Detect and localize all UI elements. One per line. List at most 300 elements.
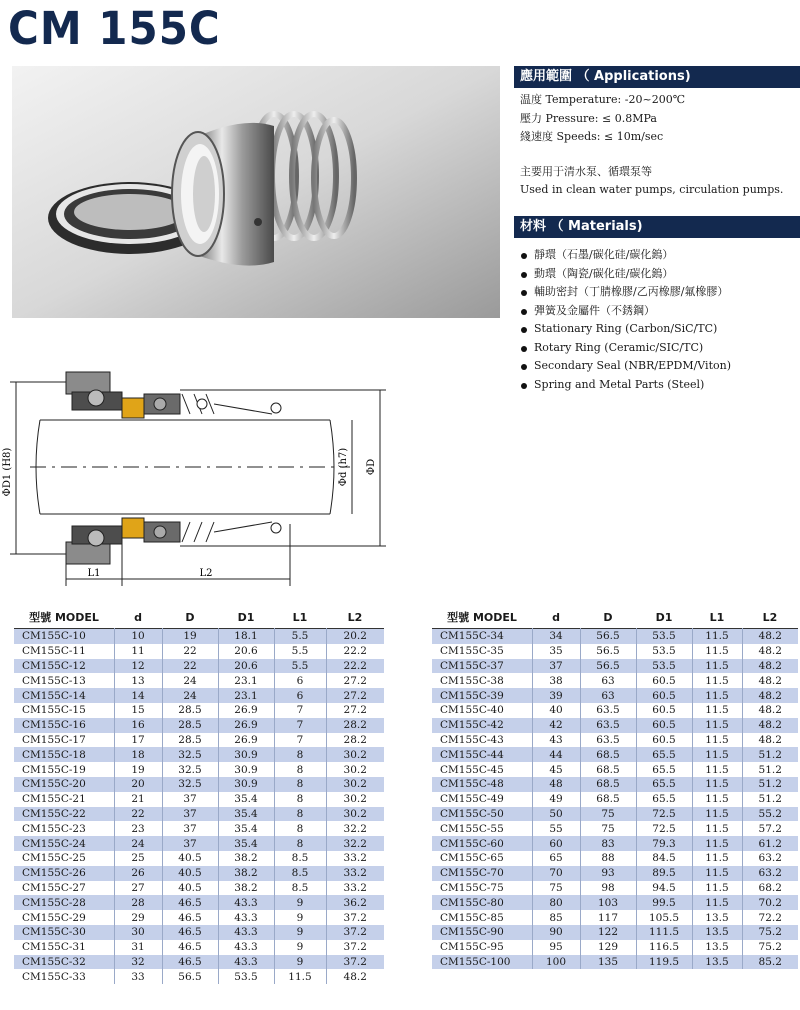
- table-cell: 40.5: [162, 866, 218, 881]
- table-cell: 48.2: [742, 703, 798, 718]
- table-cell: 26.9: [218, 703, 274, 718]
- table-cell: 32.5: [162, 762, 218, 777]
- table-row: [14, 940, 384, 955]
- table-cell: 56.5: [162, 969, 218, 984]
- table-cell: 8: [274, 821, 326, 836]
- table-cell: 11.5: [692, 673, 742, 688]
- table-row: [14, 821, 384, 836]
- material-item: Rotary Ring (Ceramic/SIC/TC): [514, 339, 800, 358]
- table-cell: 53.5: [636, 659, 692, 674]
- table-cell: 11.5: [692, 733, 742, 748]
- table-cell: 75.2: [742, 940, 798, 955]
- table-cell: 33: [114, 969, 162, 984]
- model-table-right: [432, 606, 798, 969]
- table-row: [14, 895, 384, 910]
- model-table-left: [14, 606, 384, 984]
- table-cell: 26.9: [218, 718, 274, 733]
- table-cell: 9: [274, 940, 326, 955]
- table-cell: 11.5: [692, 836, 742, 851]
- table-cell: 60.5: [636, 673, 692, 688]
- table-cell: CM155C-70: [440, 867, 504, 880]
- table-row: [432, 629, 798, 644]
- table-cell: CM155C-90: [440, 926, 504, 939]
- table-row: [432, 762, 798, 777]
- table-cell: 24: [114, 836, 162, 851]
- table-cell: CM155C-26: [22, 867, 86, 880]
- material-item: 輔助密封（丁腈橡膠/乙丙橡膠/氟橡膠）: [514, 283, 800, 302]
- table-cell: 9: [274, 895, 326, 910]
- table-cell: CM155C-34: [440, 630, 504, 643]
- table-cell: 46.5: [162, 955, 218, 970]
- table-cell: 11.5: [692, 703, 742, 718]
- table-row: [14, 762, 384, 777]
- material-item: Secondary Seal (NBR/EPDM/Viton): [514, 357, 800, 376]
- table-cell: 88: [580, 851, 636, 866]
- table-row: [432, 659, 798, 674]
- table-cell: 28: [114, 895, 162, 910]
- table-cell: 8: [274, 777, 326, 792]
- table-cell: 48.2: [742, 688, 798, 703]
- table-cell: 9: [274, 955, 326, 970]
- table-cell: 37.2: [326, 925, 384, 940]
- table-cell: 111.5: [636, 925, 692, 940]
- table-cell: CM155C-75: [440, 881, 504, 894]
- table-cell: 37.2: [326, 910, 384, 925]
- col-l2: L2: [347, 610, 363, 624]
- table-cell: 22: [162, 659, 218, 674]
- table-row: [14, 629, 384, 644]
- table-cell: 8.5: [274, 866, 326, 881]
- table-cell: 35: [532, 644, 580, 659]
- table-cell: 11.5: [692, 895, 742, 910]
- table-cell: 56.5: [580, 629, 636, 644]
- table-cell: 85.2: [742, 955, 798, 970]
- table-row: [14, 836, 384, 851]
- table-cell: 49: [532, 792, 580, 807]
- table-cell: CM155C-55: [440, 822, 504, 835]
- table-cell: 60.5: [636, 718, 692, 733]
- table-cell: 40.5: [162, 851, 218, 866]
- table-cell: 7: [274, 733, 326, 748]
- table-cell: 94.5: [636, 881, 692, 896]
- applications-header: 應用範圍 （ Applications): [514, 66, 800, 88]
- table-cell: 37.2: [326, 940, 384, 955]
- applications-section: [514, 66, 800, 200]
- seal-section-top: [66, 372, 281, 418]
- table-cell: CM155C-44: [440, 748, 504, 761]
- table-cell: CM155C-40: [440, 704, 504, 717]
- table-cell: 63.5: [580, 718, 636, 733]
- table-cell: 37: [162, 807, 218, 822]
- table-cell: 30.2: [326, 777, 384, 792]
- table-cell: 55.2: [742, 807, 798, 822]
- col-model: 型號 MODEL: [29, 611, 99, 624]
- table-cell: 100: [532, 955, 580, 970]
- table-cell: 28.5: [162, 733, 218, 748]
- technical-drawing: [0, 364, 400, 604]
- table-cell: 46.5: [162, 910, 218, 925]
- table-cell: CM155C-48: [440, 778, 504, 791]
- table-cell: 37.2: [326, 955, 384, 970]
- table-cell: 5.5: [274, 629, 326, 644]
- table-cell: 27.2: [326, 673, 384, 688]
- table-cell: 28.2: [326, 733, 384, 748]
- table-cell: CM155C-27: [22, 881, 86, 894]
- table-cell: 63: [580, 673, 636, 688]
- table-cell: 8: [274, 747, 326, 762]
- table-cell: 6: [274, 673, 326, 688]
- table-cell: CM155C-14: [22, 689, 86, 702]
- table-cell: 42: [532, 718, 580, 733]
- table-cell: 34: [532, 629, 580, 644]
- table-cell: CM155C-31: [22, 941, 86, 954]
- table-cell: 48.2: [742, 629, 798, 644]
- table-cell: CM155C-95: [440, 941, 504, 954]
- table-cell: 22: [162, 644, 218, 659]
- table-row: [432, 718, 798, 733]
- table-cell: 116.5: [636, 940, 692, 955]
- table-row: [14, 733, 384, 748]
- col-d: d: [134, 610, 142, 624]
- table-row: [14, 851, 384, 866]
- table-cell: 43.3: [218, 910, 274, 925]
- table-cell: 72.2: [742, 910, 798, 925]
- table-cell: 32.2: [326, 821, 384, 836]
- table-cell: 60: [532, 836, 580, 851]
- material-item: 靜環（石墨/碳化硅/碳化鎢）: [514, 246, 800, 265]
- table-cell: 48.2: [742, 673, 798, 688]
- table-cell: 18: [114, 747, 162, 762]
- speed-line: 綫速度 Speeds: ≤ 10m/sec: [520, 130, 664, 143]
- table-row: [432, 940, 798, 955]
- page-title: CM 155C: [8, 2, 221, 55]
- table-row: [14, 792, 384, 807]
- table-cell: 38: [532, 673, 580, 688]
- table-cell: 8.5: [274, 851, 326, 866]
- table-cell: 19: [162, 629, 218, 644]
- table-cell: 20.2: [326, 629, 384, 644]
- table-cell: 30.9: [218, 777, 274, 792]
- material-item: 彈簧及金屬件（不銹鋼）: [514, 302, 800, 321]
- table-row: [432, 821, 798, 836]
- table-cell: CM155C-60: [440, 837, 504, 850]
- table-cell: 8: [274, 836, 326, 851]
- table-cell: 33.2: [326, 866, 384, 881]
- table-cell: 80: [532, 895, 580, 910]
- table-cell: 22: [114, 807, 162, 822]
- table-cell: 75: [580, 807, 636, 822]
- table-row: [432, 955, 798, 970]
- table-cell: CM155C-80: [440, 896, 504, 909]
- pressure-line: 壓力 Pressure: ≤ 0.8MPa: [520, 111, 657, 125]
- table-cell: 5.5: [274, 659, 326, 674]
- table-cell: 14: [114, 688, 162, 703]
- table-cell: 68.5: [580, 762, 636, 777]
- table-cell: 28.2: [326, 718, 384, 733]
- table-cell: CM155C-12: [22, 659, 86, 672]
- table-cell: 30.9: [218, 747, 274, 762]
- table-cell: 43.3: [218, 925, 274, 940]
- table-cell: 11.5: [692, 792, 742, 807]
- table-row: [432, 673, 798, 688]
- col-l1: L1: [709, 610, 725, 624]
- table-cell: 68.5: [580, 792, 636, 807]
- table-cell: 95: [532, 940, 580, 955]
- table-cell: 15: [114, 703, 162, 718]
- table-cell: 122: [580, 925, 636, 940]
- table-cell: 68.5: [580, 747, 636, 762]
- table-cell: 90: [532, 925, 580, 940]
- table-cell: 22.2: [326, 644, 384, 659]
- table-cell: 117: [580, 910, 636, 925]
- table-cell: 51.2: [742, 792, 798, 807]
- table-cell: 18.1: [218, 629, 274, 644]
- table-row: [14, 688, 384, 703]
- label-l1: L1: [87, 568, 101, 579]
- table-cell: 46.5: [162, 925, 218, 940]
- table-cell: 60.5: [636, 733, 692, 748]
- table-cell: CM155C-17: [22, 733, 86, 746]
- table-cell: CM155C-29: [22, 911, 86, 924]
- table-cell: 6: [274, 688, 326, 703]
- col-d1: D1: [655, 610, 673, 624]
- table-cell: 25: [114, 851, 162, 866]
- table-cell: 65: [532, 851, 580, 866]
- table-cell: 11.5: [692, 718, 742, 733]
- table-row: [432, 747, 798, 762]
- table-cell: 32.5: [162, 747, 218, 762]
- material-item: Spring and Metal Parts (Steel): [514, 376, 800, 395]
- table-cell: 68.2: [742, 881, 798, 896]
- table-cell: 105.5: [636, 910, 692, 925]
- table-cell: 63.5: [580, 703, 636, 718]
- col-d1: D1: [237, 610, 255, 624]
- usage-en: Used in clean water pumps, circulation pumps.: [520, 183, 784, 196]
- table-cell: 11: [114, 644, 162, 659]
- table-cell: 30.2: [326, 747, 384, 762]
- table-cell: 65.5: [636, 762, 692, 777]
- table-cell: 48.2: [326, 969, 384, 984]
- table-cell: 51.2: [742, 747, 798, 762]
- table-cell: 43: [532, 733, 580, 748]
- table-cell: 37: [162, 792, 218, 807]
- table-cell: 44: [532, 747, 580, 762]
- table-cell: 68.5: [580, 777, 636, 792]
- usage-cn: 主要用于清水泵、循環泵等: [520, 164, 652, 178]
- table-cell: 35.4: [218, 792, 274, 807]
- table-row: [432, 895, 798, 910]
- table-row: [14, 955, 384, 970]
- table-cell: CM155C-65: [440, 852, 504, 865]
- table-cell: 37: [162, 821, 218, 836]
- table-cell: 24: [162, 688, 218, 703]
- table-cell: 53.5: [218, 969, 274, 984]
- table-row: [432, 851, 798, 866]
- table-cell: 16: [114, 718, 162, 733]
- table-row: [432, 910, 798, 925]
- table-row: [432, 866, 798, 881]
- table-cell: CM155C-49: [440, 793, 504, 806]
- material-item: 動環（陶瓷/碳化硅/碳化鎢）: [514, 265, 800, 284]
- table-cell: 7: [274, 703, 326, 718]
- table-cell: 75.2: [742, 925, 798, 940]
- table-cell: 57.2: [742, 821, 798, 836]
- table-row: [14, 910, 384, 925]
- table-row: [14, 969, 384, 984]
- table-cell: 11.5: [692, 807, 742, 822]
- table-cell: CM155C-32: [22, 955, 86, 968]
- table-cell: 24: [162, 673, 218, 688]
- table-cell: 28.5: [162, 718, 218, 733]
- table-cell: 11.5: [692, 688, 742, 703]
- table-cell: 30: [114, 925, 162, 940]
- table-cell: 46.5: [162, 895, 218, 910]
- table-row: [432, 777, 798, 792]
- table-cell: 36.2: [326, 895, 384, 910]
- table-cell: 75: [532, 881, 580, 896]
- table-cell: CM155C-35: [440, 645, 504, 658]
- col-l2: L2: [762, 610, 778, 624]
- table-cell: 35.4: [218, 821, 274, 836]
- col-l1: L1: [292, 610, 308, 624]
- table-row: [14, 925, 384, 940]
- table-cell: 13.5: [692, 940, 742, 955]
- table-cell: 84.5: [636, 851, 692, 866]
- table-cell: CM155C-100: [440, 955, 511, 968]
- table-cell: CM155C-42: [440, 719, 504, 732]
- table-cell: 13.5: [692, 925, 742, 940]
- table-cell: 11.5: [692, 777, 742, 792]
- table-cell: 32: [114, 955, 162, 970]
- table-cell: 43.3: [218, 940, 274, 955]
- table-row: [14, 703, 384, 718]
- table-cell: 46.5: [162, 940, 218, 955]
- table-cell: 135: [580, 955, 636, 970]
- table-cell: 79.3: [636, 836, 692, 851]
- table-row: [14, 673, 384, 688]
- table-cell: 65.5: [636, 777, 692, 792]
- table-cell: 50: [532, 807, 580, 822]
- table-cell: 8: [274, 762, 326, 777]
- table-cell: CM155C-10: [22, 630, 86, 643]
- product-photo: [12, 66, 500, 318]
- table-cell: 11.5: [692, 762, 742, 777]
- material-item: Stationary Ring (Carbon/SiC/TC): [514, 320, 800, 339]
- table-cell: CM155C-11: [22, 645, 86, 658]
- table-cell: 72.5: [636, 821, 692, 836]
- table-cell: 9: [274, 925, 326, 940]
- table-cell: 30.2: [326, 762, 384, 777]
- table-cell: 89.5: [636, 866, 692, 881]
- table-cell: CM155C-33: [22, 970, 86, 983]
- table-cell: 37: [532, 659, 580, 674]
- table-cell: 99.5: [636, 895, 692, 910]
- col-d: d: [552, 610, 560, 624]
- table-cell: 60.5: [636, 703, 692, 718]
- table-row: [432, 644, 798, 659]
- table-row: [14, 777, 384, 792]
- table-cell: 83: [580, 836, 636, 851]
- table-cell: 31: [114, 940, 162, 955]
- col-big-d: D: [185, 610, 195, 624]
- table-cell: 11.5: [692, 881, 742, 896]
- table-cell: 30.2: [326, 807, 384, 822]
- table-row: [432, 688, 798, 703]
- table-cell: 13: [114, 673, 162, 688]
- table-cell: 7: [274, 718, 326, 733]
- table-cell: 11.5: [274, 969, 326, 984]
- table-cell: CM155C-16: [22, 719, 86, 732]
- table-cell: 5.5: [274, 644, 326, 659]
- table-row: [14, 718, 384, 733]
- table-cell: 40: [532, 703, 580, 718]
- table-cell: 11.5: [692, 629, 742, 644]
- table-cell: 70.2: [742, 895, 798, 910]
- label-big-d: ΦD: [366, 458, 377, 476]
- table-cell: CM155C-85: [440, 911, 504, 924]
- table-cell: CM155C-20: [22, 778, 86, 791]
- table-row: [14, 747, 384, 762]
- table-cell: CM155C-21: [22, 793, 86, 806]
- table-cell: 56.5: [580, 644, 636, 659]
- table-cell: CM155C-19: [22, 763, 86, 776]
- table-cell: 11.5: [692, 866, 742, 881]
- table-cell: 33.2: [326, 881, 384, 896]
- table-cell: CM155C-13: [22, 674, 86, 687]
- table-cell: 12: [114, 659, 162, 674]
- table-cell: 26.9: [218, 733, 274, 748]
- table-cell: 38.2: [218, 866, 274, 881]
- table-cell: CM155C-22: [22, 807, 86, 820]
- table-cell: 65.5: [636, 747, 692, 762]
- table-row: [432, 807, 798, 822]
- table-cell: 75: [580, 821, 636, 836]
- table-cell: 72.5: [636, 807, 692, 822]
- table-row: [432, 925, 798, 940]
- table-cell: 28.5: [162, 703, 218, 718]
- table-cell: 53.5: [636, 644, 692, 659]
- table-cell: 48.2: [742, 644, 798, 659]
- table-row: [14, 644, 384, 659]
- table-cell: 30.9: [218, 762, 274, 777]
- table-cell: 30.2: [326, 792, 384, 807]
- table-cell: CM155C-50: [440, 807, 504, 820]
- table-cell: 51.2: [742, 777, 798, 792]
- table-cell: 103: [580, 895, 636, 910]
- table-cell: 11.5: [692, 659, 742, 674]
- table-cell: 39: [532, 688, 580, 703]
- table-cell: 32.5: [162, 777, 218, 792]
- table-cell: 8: [274, 792, 326, 807]
- seal-section-bottom: [66, 518, 281, 564]
- table-row: [14, 866, 384, 881]
- table-cell: 32.2: [326, 836, 384, 851]
- table-cell: 23: [114, 821, 162, 836]
- table-cell: 17: [114, 733, 162, 748]
- table-cell: 70: [532, 866, 580, 881]
- col-model: 型號 MODEL: [447, 611, 517, 624]
- table-cell: 8: [274, 807, 326, 822]
- table-cell: 35.4: [218, 807, 274, 822]
- table-cell: CM155C-39: [440, 689, 504, 702]
- table-cell: 11.5: [692, 851, 742, 866]
- table-cell: 13.5: [692, 910, 742, 925]
- table-cell: 63.5: [580, 733, 636, 748]
- table-cell: 55: [532, 821, 580, 836]
- table-cell: 43.3: [218, 895, 274, 910]
- table-cell: 48: [532, 777, 580, 792]
- temperature-line: 温度 Temperature: -20~200℃: [520, 93, 685, 106]
